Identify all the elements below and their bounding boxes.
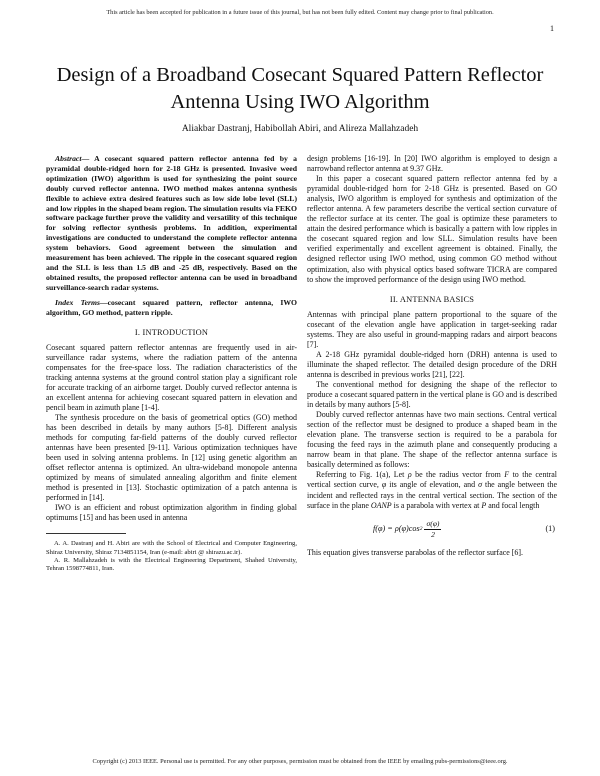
author-list: Aliakbar Dastranj, Habibollah Abiri, and Alireza Mallahzadeh	[181, 124, 419, 134]
symbol-p: P	[481, 500, 487, 510]
equation-number: (1)	[545, 524, 555, 534]
right-column	[307, 154, 557, 558]
text-run: to the central vertical section curve,	[307, 470, 557, 490]
symbol-sigma: σ	[478, 480, 482, 490]
text-run: its angle of elevation, and	[386, 480, 479, 490]
footnotes	[46, 540, 297, 573]
footnote-divider	[46, 533, 126, 534]
footnote-1: A. A. Dastranj and H. Abiri are with the School of Electrical and Computer Engineering, Shiraz University, Shiraz 7134851154, Iran (e-mail: abiri @ shirazu.ac.ir).	[46, 540, 297, 556]
equation-exponent: 2	[419, 526, 423, 533]
index-terms-label: Index Terms	[55, 297, 100, 307]
intro-paragraph-4: In this paper a cosecant squared pattern reflector antenna fed by a pyramidal double-ridged horn for 2-18 GHz is presented. Based on GO analysis, IWO algorithm is employed for synthesis and optimization of the reflector antenna. A few parameters describe the vertical section curvature of the reflector surface at its center. The goal is optimize these parameters to attain the desired performance which is basically a pattern with low ripples in the cosecant squared region and low SLL. Simulation results have been verified experimentally and excellent agreement is obtained. Finally, the designed reflector using IWO method, using common GO method without optimization, also with physical optics based software TICRA are compared to show the improved performance of the design using IWO method.	[307, 174, 557, 284]
symbol-oanp: OANP	[370, 500, 392, 510]
equation-fraction	[424, 519, 441, 540]
index-terms	[46, 298, 297, 318]
footnote-2: A. R. Mallahzadeh is with the Electrical Engineering Department, Shahed University, Tehran 1598774811, Iran.	[46, 556, 297, 572]
basics-paragraph-2: A 2-18 GHz pyramidal double-ridged horn (DRH) antenna is used to illuminate the shaped reflector. The detailed design procedure of the DRH antenna is described in previous works [21], [22].	[307, 349, 557, 379]
page-number: 1	[550, 24, 554, 33]
intro-paragraph-2: The synthesis procedure on the basis of geometrical optics (GO) method has been described in details by many authors [5-8]. Different analysis methods for computing far-field patterns of the doubly curved reflector antennas have been presented [9-11]. Various optimization techniques have been used in solving antenna problems. In [12] using genetic algorithm an offset reflector antenna is optimized. An ultra-wideband monopole antenna optimized by means of simulated annealing algorithm and finite element method is presented in [13]. Stochastic optimization of a patch antenna is performed in [14].	[46, 412, 297, 503]
intro-continued-paragraph: design problems [16-19]. In [20] IWO algorithm is employed to design a narrowband reflector antenna at 9.37 GHz.	[307, 154, 557, 174]
abstract-label: Abstract	[55, 154, 82, 163]
publication-notice: This article has been accepted for publication in a future issue of this journal, but has not been fully edited. Content may change prior to final publication.	[106, 9, 494, 16]
left-column	[46, 154, 297, 573]
text-run: is a parabola with vertex at	[391, 500, 482, 510]
basics-paragraph-1: Antennas with principal plane pattern proportional to the square of the cosecant of the elevation angle have application in target-seeking radar systems. They are also useful in ground-mapping radars and airport beacons [7].	[307, 309, 557, 349]
basics-paragraph-5	[307, 470, 557, 510]
text-run: Referring to Fig. 1(a), Let	[316, 470, 408, 480]
text-run: the angle between the incident and reflected rays in the central vertical section. The section of the surface in the plane	[307, 480, 557, 510]
intro-paragraph-1: Cosecant squared pattern reflector antennas are frequently used in air-surveillance radar systems, where the radiation pattern of the antenna compensates for the free-space loss. The radiation characteristics of the tracking antenna systems at the ground control station play a significant role for accurate tracking of an airborne target. Doubly curved reflector antenna is an excellent antenna for achieving cosecant squared pattern in elevation and pencil beam in azimuth plane [1-4].	[46, 342, 297, 412]
basics-paragraph-3: The conventional method for designing the shape of the reflector to produce a cosecant squared pattern in the vertical plane is GO and is described in details by many authors [5-8].	[307, 379, 557, 410]
equation-numerator: σ(φ)	[424, 519, 441, 530]
symbol-phi: φ	[381, 480, 387, 490]
basics-paragraph-6: This equation gives transverse parabolas of the reflector surface [6].	[307, 547, 523, 557]
equation-1	[307, 519, 557, 540]
copyright-notice: Copyright (c) 2013 IEEE. Personal use is permitted. For any other purposes, permission must be obtained from the IEEE by emailing pubs-permissions@ieee.org.	[92, 758, 508, 765]
symbol-rho: ρ	[407, 470, 412, 480]
text-run: be the radius vector from	[411, 470, 505, 480]
index-terms-text: —cosecant squared pattern, reflector antenna, IWO algorithm, GO method, pattern ripple.	[46, 297, 298, 317]
text-run: and focal length	[486, 500, 540, 510]
abstract	[46, 154, 297, 293]
equation-body	[373, 519, 441, 540]
intro-paragraph-3: IWO is an efficient and robust optimization algorithm in finding global optimums [15] and has been used in antenna	[46, 503, 297, 523]
abstract-text: — A cosecant squared pattern reflector antenna fed by a pyramidal double-ridged horn for 2-18 GHz is presented. Invasive weed optimization (IWO) algorithm is used for synthesizing the point source doubly curved reflector antenna. IWO method makes antenna synthesis flexible to achieve extra desired features such as low side lobe level (SLL) and low ripples in the shaped beam region. The simulation results via FEKO software package further prove the validity and versatility of this technique for solving reflector synthesis problems. In addition, experimental investigations are conducted to understand the complete reflector antenna system behaviors. Good agreement between the simulation and measurement has been achieved. The ripple in the cosecant squared region and the SLL is less than 1.5 dB and -25 dB, respectively. Based on the obtained results, the proposed reflector antenna can be used in broadband surveillance-search radar systems.	[46, 154, 297, 292]
section-heading-introduction: I. INTRODUCTION	[134, 327, 209, 337]
section-heading-antenna-basics: II. ANTENNA BASICS	[389, 294, 475, 304]
equation-denominator: 2	[431, 529, 435, 539]
basics-paragraph-4: Doubly curved reflector antennas have two main sections. Central vertical section of the reflector must be designed to produce a shaped beam in the elevation plane. The transverse section is required to be a parabola for focusing the feed rays in the azimuth plane and consequently producing a narrow beam in that plane. The shape of the reflector antenna surface is basically determined as follows:	[307, 410, 557, 470]
symbol-f: F	[504, 470, 510, 480]
paper-title: Design of a Broadband Cosecant Squared Pattern Reflector Antenna Using IWO Algorithm	[56, 64, 544, 113]
equation-lhs: f(φ) = ρ(φ)cos	[373, 524, 420, 534]
